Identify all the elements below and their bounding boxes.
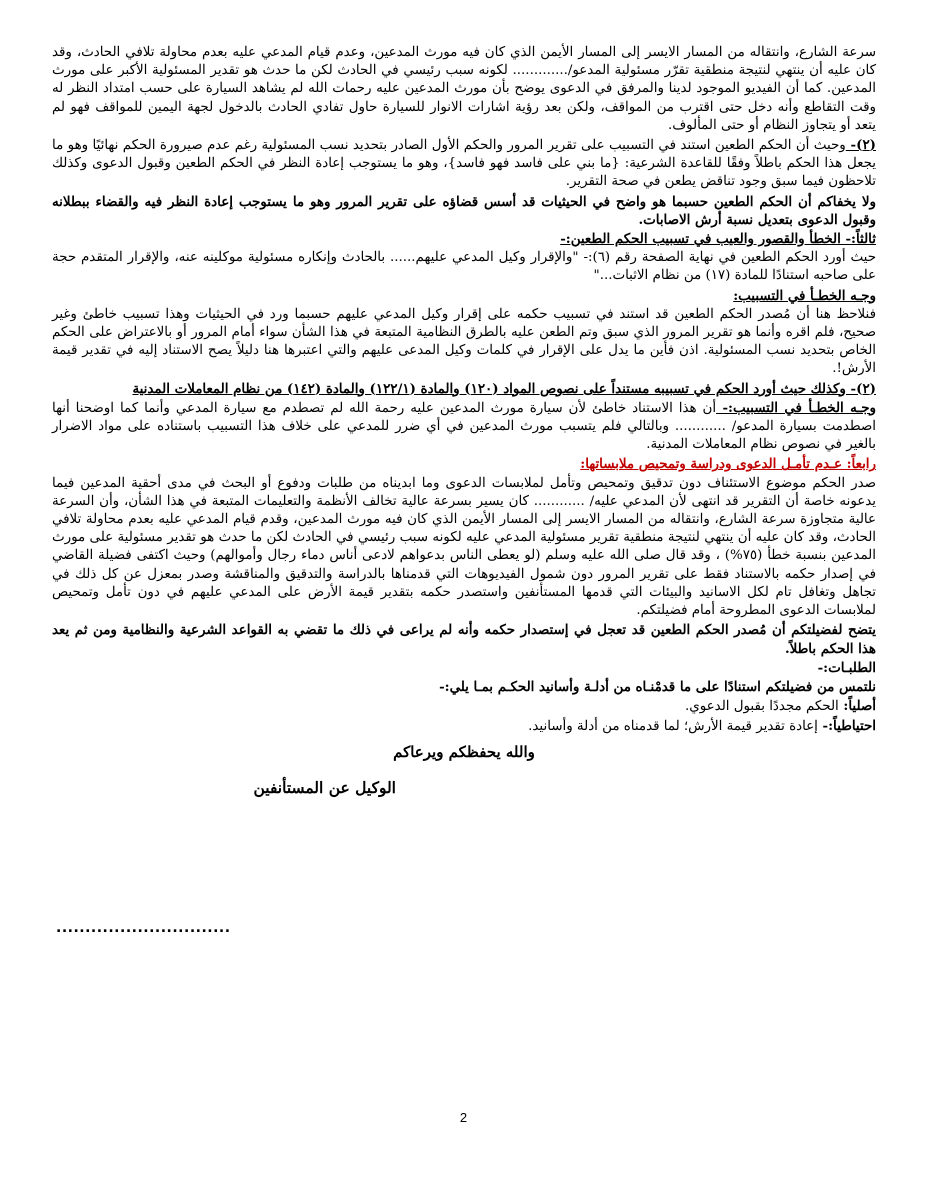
signature-dots: .............................. bbox=[56, 920, 231, 936]
request-alternative: احتياطياً:- إعادة تقدير قيمة الأرش؛ لما قدمناه من أدلة وأسانيد. bbox=[528, 718, 876, 735]
signature-title: الوكيل عن المستأنفين bbox=[253, 777, 396, 797]
paragraph-reasoning: فنلاحظ هنا أن مُصدر الحكم الطعين قد استند في تسبيب حكمه على إقرار وكيل المدعي عليهم حسبما ورد في الحيثيات وهذا تسبيب خاطئ وغير صحيح، فلم اقره وأنما هو تقرير المرور الذي سبق وتم الطعن عليه بالطرق النظامية المتبعة في هذا الشأن سواء أمام المرور أو بالاعتراض على الحكم الخاص بتحديد نسب المسئولية. اذن فأين ما يدل على الإقرار في كلمات وكيل المدعى عليهم والتي اعتبرها هنا دليلاً يصح الاستناد إليه في تقدير قيمة الأرش!. bbox=[52, 306, 876, 377]
closing-line: والله يحفظكم ويرعاكم bbox=[393, 742, 535, 761]
heading-requests: الطلبـات:- bbox=[817, 659, 876, 676]
paragraph-conclusion: يتضح لفضيلتكم أن مُصدر الحكم الطعين قد تعجل في إستصدار حكمه وأنه لم يراعى في ذلك ما تقضي به القواعد الشرعية والنظامية ومن ثم يعد هذا الحكم باطلاً. bbox=[52, 622, 876, 657]
paragraph-fourth: صدر الحكم موضوع الاستئناف دون تدقيق وتمحيص وتأمل لملابسات الدعوى وما ابديناه من طلبات ودفوع أو البحث في مدى أحقية المدعين فيما يدعونه خاصة أن التقرير قد انتهى لأن المدعي عليه/ ............ كان يسير بسرعة عالية تخالف الأنظمة والتعليمات المتبعة في هذا الشأن، وأن السرعة عالية متجاوزة سرعة الشارع، وانتقاله من المسار الايسر إلى المسار الأيمن الذي كان فيه مورث المدعين، وقدم قيام المدعي عليه بعدم محاولة تلافي الحادث، وقد كان عليه أن ينتهي لنتيجة منطقية تقرير مسئولية المدعي عليه لكونه سبب رئيسي في الحادث لكن ما حدث هو تقدير مسئولية على مورث المدعين بنسبة خطأ (٧٥%) ، وقد قال صلى الله عليه وسلم (لو يعطى الناس بدعواهم لادعى أناس دماء رجال وأموالهم) وحيث اكتفى فضيلة القاضي في إصدار حكمه بالاستناد فقط على تقرير المرور دون شمول الفيديوهات التي قدمناها بالدراسة والتدقيق والمناقشة وصدر بمعزل عن كل ذلك في تجاهل وتغافل تام لكل الاسانيد والبيئات التي قدمها المستأنفين واستصدر حكمه بتقدير قيمة الأرض على المدعي عليهم في دون تأمل وتمحيص لملابسات الدعوى المطروحة أمام فضيلتكم. bbox=[52, 475, 876, 619]
request-primary: أصلياً: الحكم مجددًا بقبول الدعوي. bbox=[685, 698, 876, 715]
paragraph-articles-error: وجـه الخطـأ في التسبيب:- أن هذا الاستناد خاطئ لأن سيارة مورث المدعين عليه رحمة الله لم تصطدم مع سيارة المدعي وأنما كما اوضحنا أنها اصطدمت بسيارة المدعو/ ............ وبالتالي فلم يتسبب مورث المدعين في أي ضرر للمدعي على خلاف هذا التسبيب باستناده على مواد الاضرار بالغير في نصوص نظام المعاملات المدنية. bbox=[52, 399, 876, 453]
paragraph-plea: نلتمس من فضيلتكم استنادًا على ما قدمْنـاه من أدلـة وأسانيد الحكـم بمـا يلي:- bbox=[439, 678, 876, 695]
heading-error-reasoning: وجـه الخطـأ في التسبيب: bbox=[733, 287, 876, 304]
paragraph-2: (٢)- وحيث أن الحكم الطعين استند في التسبيب على تقرير المرور والحكم الأول الصادر بتحديد نسب المسئولية رغم عدم صيرورة الحكم نهائيًا وهو ما يجعل هذا الحكم باطلاً وفقًا للقاعدة الشرعية: {ما بني على فاسد فهو فاسد}، وهو ما يستوجب إعادة النظر في الحكم الطعين وقبول الدعوى وكذلك تلاحظون فيما سبق وجود تناقض يطعن في صحة التقرير. bbox=[52, 137, 876, 190]
paragraph-3-bold: ولا يخفاكم أن الحكم الطعين حسبما هو واضح في الحيثيات قد أسس قضاؤه على تقرير المرور وهو ما يستوجب إعادة النظر فيه والقضاء ببطلانه وقبول الدعوى بتعديل نسبة أرش الاصابات. bbox=[52, 193, 876, 228]
heading-articles: (٢)- وكذلك حيث أورد الحكم في تسبيبه مستنداً على نصوص المواد (١٢٠) والمادة (١٢٢/١) والمادة (١٤٢) من نظام المعاملات المدنية bbox=[132, 380, 876, 397]
paragraph-quote: حيث أورد الحكم الطعين في نهاية الصفحة رقم (٦):- "والإقرار وكيل المدعي عليهم...... بالحادث وإنكاره مسئولية موكلينه عنه، والإقرار المتقدم حجة على صاحبه استنادًا للمادة (١٧) من نظام الاثبات..." bbox=[52, 250, 877, 284]
page-number: 2 bbox=[459, 1110, 468, 1125]
document-body bbox=[52, 44, 876, 798]
paragraph-1: سرعة الشارع، وانتقاله من المسار الايسر إلى المسار الأيمن الذي كان فيه مورث المدعين، وعدم قيام المدعي عليه بعدم محاولة تلافي الحادث، وقد كان عليه أن ينتهي لنتيجة منطقية تقرّر مسئولية المدعو/............. لكونه سبب رئيسي في الحادث لكن ما حدث هو تقدير المسئولية الأكبر على مورث المدعين. كما أن الفيديو الموجود لدينا والمرفق في الدعوى يوضح بأن مورث المدعين عليه رحمات الله لم يشاهد السيارة على حسب امتداد النظر له وقت التقاطع وأنه دخل حتى اقترب من المواقف، ولكن بعد رؤية اشارات الانوار للسيارة حاول تفادي الحادث بالدخول لجهة اليمين للمواقف فهو لم يتعد أو يتجاوز النظام أو حتى المألوف. bbox=[52, 45, 876, 133]
section-heading-fourth: رابعاً: عـدم تأمـل الدعوى ودراسة وتمحيص ملابساتها: bbox=[580, 456, 876, 473]
section-heading-third: ثالثاً:- الخطأ والقصور والعيب في تسبيب الحكم الطعين:- bbox=[560, 231, 876, 248]
